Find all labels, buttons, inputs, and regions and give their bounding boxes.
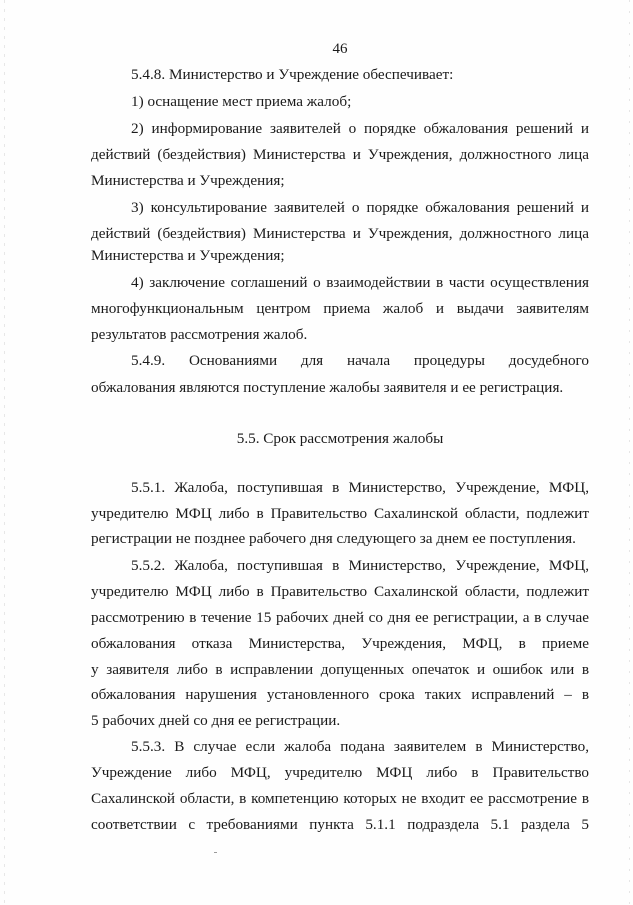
scan-edge-left (4, 0, 5, 905)
text-line: 4) заключение соглашений о взаимодействии в части осуществления (131, 274, 589, 291)
text-line: 5.5.1. Жалоба, поступившая в Министерство, Учреждение, МФЦ, (131, 479, 589, 496)
text-line: действий (бездействия) Министерства и Учреждения, должностного лица (91, 225, 589, 242)
text-line: у заявителя либо в исправлении допущенных опечаток и ошибок или в (91, 661, 589, 678)
text-line: 5.5.3. В случае если жалоба подана заявителем в Министерство, (131, 738, 589, 755)
text-line: Учреждение либо МФЦ, учредителю МФЦ либо в Правительство (91, 764, 589, 781)
text-line: многофункциональным центром приема жалоб и выдачи заявителям (91, 300, 589, 317)
text-line: 3) консультирование заявителей о порядке обжалования решений и (131, 199, 589, 216)
text-line: Министерства и Учреждения; (91, 247, 285, 264)
text-line: действий (бездействия) Министерства и Учреждения, должностного лица (91, 146, 589, 163)
text-line: регистрации не позднее рабочего дня следующего за днем ее поступления. (91, 530, 576, 547)
scan-speck (214, 852, 217, 853)
scan-edge-right (629, 0, 630, 905)
text-line: 5.4.8. Министерство и Учреждение обеспечивает: (131, 66, 454, 83)
text-line: результатов рассмотрения жалоб. (91, 326, 308, 343)
page-number: 46 (332, 41, 348, 57)
text-line: обжалования являются поступление жалобы заявителя и ее регистрация. (91, 379, 564, 396)
text-line: 2) информирование заявителей о порядке обжалования решений и (131, 120, 589, 137)
text-line: обжалования нарушения установленного срока таких исправлений – в (91, 686, 589, 703)
text-line: обжалования отказа Министерства, Учреждения, МФЦ, в приеме (91, 635, 589, 652)
text-line: 5.5.2. Жалоба, поступившая в Министерство, Учреждение, МФЦ, (131, 557, 589, 574)
text-line: рассмотрению в течение 15 рабочих дней со дня ее регистрации, а в случае (91, 609, 589, 626)
text-line: соответствии с требованиями пункта 5.1.1 подраздела 5.1 раздела 5 (91, 816, 589, 833)
text-line: 1) оснащение мест приема жалоб; (131, 93, 352, 110)
text-line: учредителю МФЦ либо в Правительство Сахалинской области, подлежит (91, 583, 589, 600)
text-line: 5.4.9. Основаниями для начала процедуры досудебного (131, 352, 589, 369)
text-line: Сахалинской области, в компетенцию которых не входит ее рассмотрение в (91, 790, 589, 807)
text-line: Министерства и Учреждения; (91, 172, 285, 189)
section-heading: 5.5. Срок рассмотрения жалобы (236, 430, 444, 447)
text-line: учредителю МФЦ либо в Правительство Сахалинской области, подлежит (91, 505, 589, 522)
text-line: 5 рабочих дней со дня ее регистрации. (91, 712, 341, 729)
